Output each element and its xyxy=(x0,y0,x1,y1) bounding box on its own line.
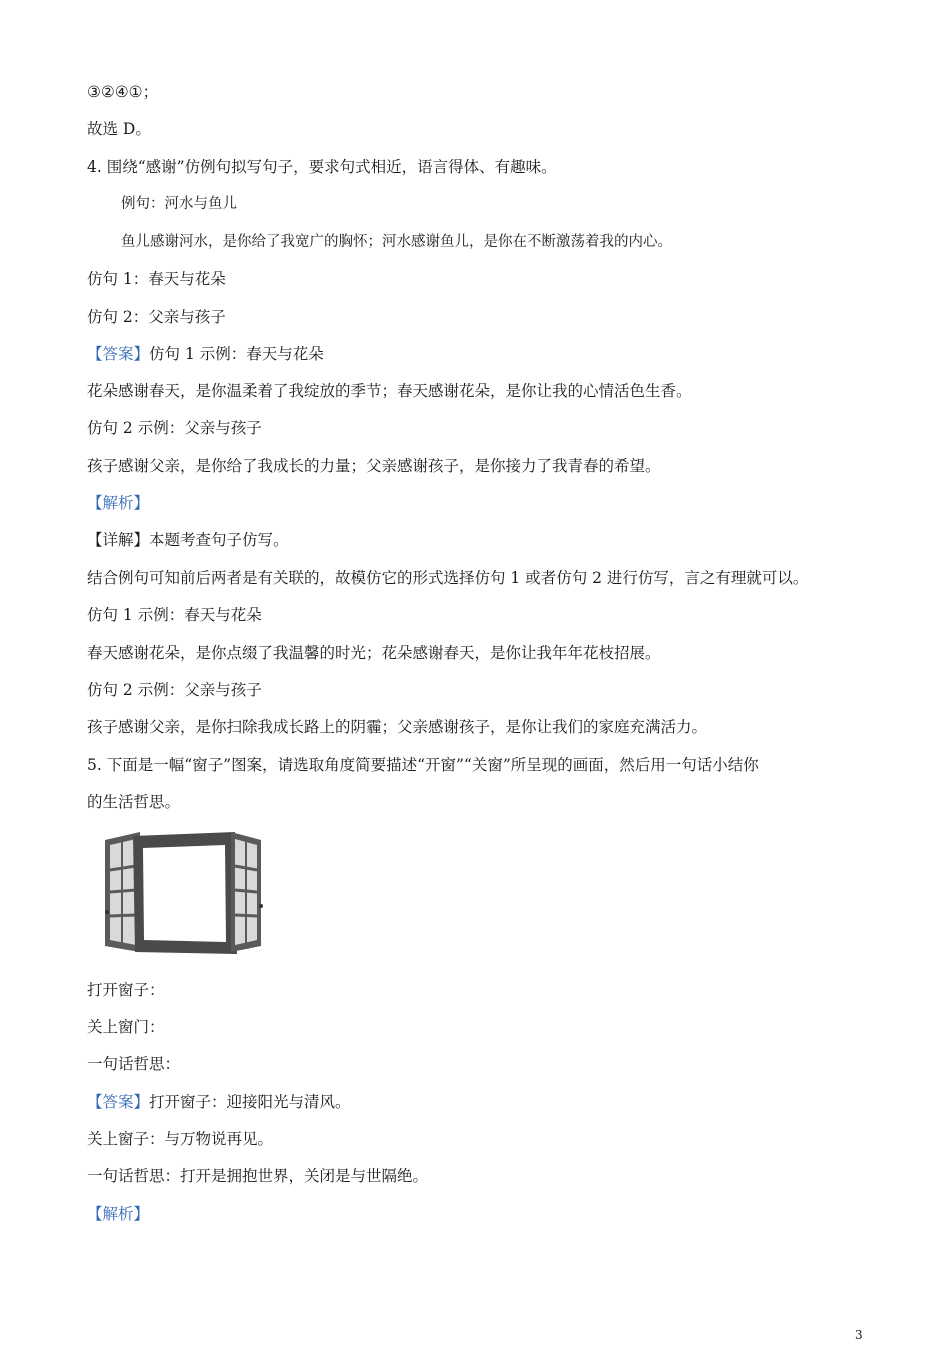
text-line: 仿句 2 示例：父亲与孩子 xyxy=(87,419,262,437)
detail-line xyxy=(87,530,289,550)
question-4-prompt: 4. 围绕“感谢”仿例句拟写句子，要求句式相近，语言得体、有趣味。 xyxy=(87,158,557,176)
detail-text: 本题考查句子仿写。 xyxy=(149,531,289,549)
text-line: 结合例句可知前后两者是有关联的，故模仿它的形式选择仿句 1 或者仿句 2 进行仿写，言之有理就可以。 xyxy=(87,569,809,587)
window-illustration xyxy=(103,830,263,956)
imitation-1-prompt: 仿句 1：春天与花朵 xyxy=(87,270,226,288)
text-line: 故选 D。 xyxy=(87,120,151,138)
answer-text: 仿句 1 示例：春天与花朵 xyxy=(149,345,324,363)
close-window-prompt: 关上窗门： xyxy=(87,1018,165,1036)
example-title: 例句：河水与鱼儿 xyxy=(121,196,237,212)
text-line: 一句话哲思：打开是拥抱世界，关闭是与世隔绝。 xyxy=(87,1167,429,1185)
answer-text: 打开窗子：迎接阳光与清风。 xyxy=(149,1093,351,1111)
text-line: 春天感谢花朵，是你点缀了我温馨的时光；花朵感谢春天，是你让我年年花枝招展。 xyxy=(87,644,661,662)
answer-tag: 【答案】 xyxy=(87,1093,150,1111)
analysis-tag: 【解析】 xyxy=(87,494,150,512)
analysis-tag: 【解析】 xyxy=(87,1205,150,1223)
example-sentence: 鱼儿感谢河水，是你给了我宽广的胸怀；河水感谢鱼儿，是你在不断激荡着我的内心。 xyxy=(121,234,672,250)
analysis-line xyxy=(87,493,149,513)
philosophy-prompt: 一句话哲思： xyxy=(87,1055,181,1073)
text-line: 关上窗子：与万物说再见。 xyxy=(87,1130,274,1148)
question-5-prompt-cont: 的生活哲思。 xyxy=(87,793,181,811)
text-line: 孩子感谢父亲，是你给了我成长的力量；父亲感谢孩子，是你接力了我青春的希望。 xyxy=(87,457,661,475)
text-line: 花朵感谢春天，是你温柔着了我绽放的季节；春天感谢花朵，是你让我的心情活色生香。 xyxy=(87,382,692,400)
page-number: 3 xyxy=(855,1328,863,1342)
text-line: 仿句 1 示例：春天与花朵 xyxy=(87,606,262,624)
question-5-prompt: 5. 下面是一幅“窗子”图案，请选取角度简要描述“开窗”“关窗”所呈现的画面，然后用一句话小结你 xyxy=(87,756,759,774)
text-line: 仿句 2 示例：父亲与孩子 xyxy=(87,681,262,699)
detail-tag: 【详解】 xyxy=(87,531,150,549)
open-window-prompt: 打开窗子： xyxy=(87,981,165,999)
answer-tag: 【答案】 xyxy=(87,345,150,363)
imitation-2-prompt: 仿句 2：父亲与孩子 xyxy=(87,308,226,326)
text-line: ③②④①； xyxy=(87,83,159,101)
text-line: 孩子感谢父亲，是你扫除我成长路上的阴霾；父亲感谢孩子，是你让我们的家庭充满活力。 xyxy=(87,718,708,736)
analysis-line xyxy=(87,1204,149,1224)
answer-line xyxy=(87,344,324,364)
answer-line xyxy=(87,1092,351,1112)
